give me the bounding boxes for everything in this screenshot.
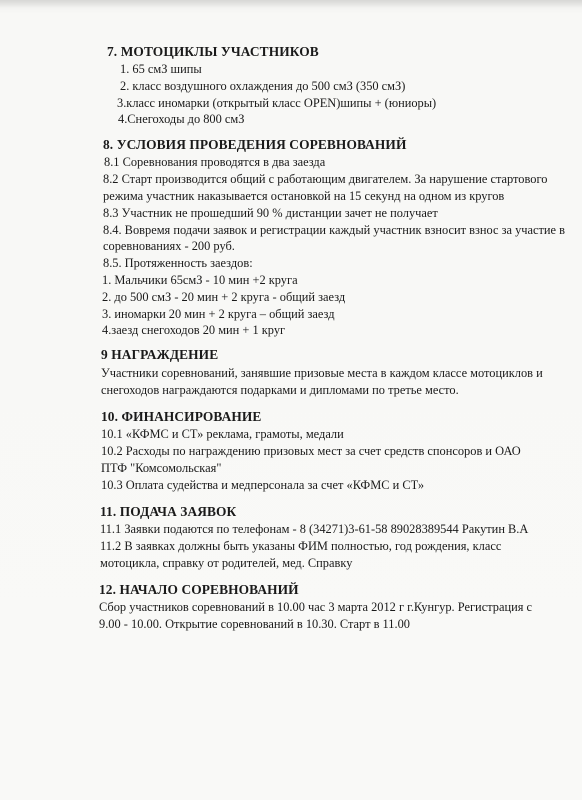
s7-line-4: 4.Снегоходы до 800 смЗ (118, 112, 245, 126)
section-9-title: 9 НАГРАЖДЕНИЕ (101, 347, 219, 362)
s8-line-7: 8.5. Протяженность заездов: (103, 256, 253, 270)
s12-line-2: 9.00 - 10.00. Открытие соревнований в 10.30. Старт в 11.00 (99, 617, 410, 631)
s8-line-2: 8.2 Старт производится общий с работающим двигателем. За нарушение стартового (103, 172, 548, 186)
s8-line-5: 8.4. Вовремя подачи заявок и регистрации каждый участник взносит взнос за участие в (103, 223, 566, 237)
s8-line-9: 2. до 500 смЗ - 20 мин + 2 круга - общий заезд (102, 290, 346, 304)
section-10-title: 10. ФИНАНСИРОВАНИЕ (101, 409, 262, 424)
s10-line-2: 10.2 Расходы по награждению призовых мест за счет средств спонсоров и ОАО (101, 444, 521, 458)
s8-line-11: 4.заезд снегоходов 20 мин + 1 круг (102, 323, 286, 337)
s10-line-1: 10.1 «КФМС и СТ» реклама, грамоты, медали (101, 427, 344, 441)
s8-line-6: соревнованиях - 200 руб. (103, 239, 235, 253)
s11-line-2: 11.2 В заявках должны быть указаны ФИМ полностью, год рождения, класс (100, 539, 502, 553)
s12-line-1: Сбор участников соревнований в 10.00 час 3 марта 2012 г г.Кунгур. Регистрация с (99, 600, 533, 614)
s9-line-1: Участники соревнований, занявшие призовые места в каждом классе мотоциклов и (101, 366, 543, 380)
s8-line-8: 1. Мальчики 65смЗ - 10 мин +2 круга (102, 273, 298, 287)
section-11-title: 11. ПОДАЧА ЗАЯВОК (100, 504, 237, 519)
s8-line-10: 3. иномарки 20 мин + 2 круга – общий заезд (102, 307, 335, 321)
s7-line-2: 2. класс воздушного охлаждения до 500 смЗ (350 смЗ) (120, 79, 406, 93)
s8-line-1: 8.1 Соревнования проводятся в два заезда (104, 155, 326, 169)
scan-shadow (0, 0, 582, 8)
section-8-title: 8. УСЛОВИЯ ПРОВЕДЕНИЯ СОРЕВНОВАНИЙ (103, 137, 407, 152)
s11-line-1: 11.1 Заявки подаются по телефонам - 8 (34271)3-61-58 89028389544 Ракутин В.А (100, 522, 529, 536)
s8-line-3: режима участник наказывается остановкой на 15 секунд на одном из кругов (103, 189, 505, 203)
s7-line-1: 1. 65 смЗ шипы (120, 62, 202, 76)
section-7-title: 7. МОТОЦИКЛЫ УЧАСТНИКОВ (107, 44, 319, 59)
s11-line-3: мотоцикла, справку от родителей, мед. Справку (100, 556, 353, 570)
s10-line-4: 10.3 Оплата судейства и медперсонала за счет «КФМС и СТ» (101, 478, 425, 492)
s8-line-4: 8.3 Участник не прошедший 90 % дистанции зачет не получает (103, 206, 438, 220)
s10-line-3: ПТФ "Комсомольская" (101, 461, 222, 475)
s9-line-2: снегоходов награждаются подарками и дипломами по третье место. (101, 383, 459, 397)
s7-line-3: 3.класс иномарки (открытый класс OPEN)шипы + (юниоры) (117, 96, 437, 110)
section-12-title: 12. НАЧАЛО СОРЕВНОВАНИЙ (99, 582, 299, 597)
